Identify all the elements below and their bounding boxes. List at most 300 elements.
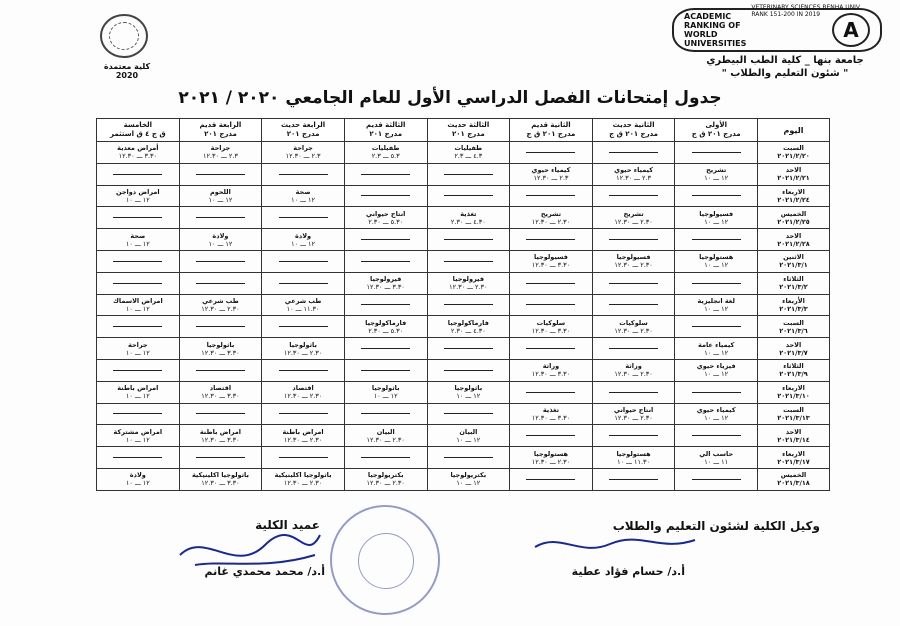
exam-cell bbox=[344, 316, 427, 338]
empty-slot-line bbox=[196, 413, 245, 414]
table-row bbox=[97, 381, 830, 403]
empty-slot-line bbox=[692, 239, 741, 240]
exam-time: ٢.٣ ـــ ١٢.٣٠ bbox=[202, 152, 238, 161]
empty-slot-line bbox=[279, 217, 328, 218]
exam-cell bbox=[427, 338, 510, 360]
day-cell bbox=[758, 185, 830, 207]
exam-time: ١٢ ـــ ١٠ bbox=[704, 413, 729, 422]
exam-cell bbox=[427, 163, 510, 185]
exam-cell bbox=[510, 425, 593, 447]
empty-slot-line bbox=[444, 370, 493, 371]
column-header-hall: مدرج ٢٠١ bbox=[204, 130, 237, 138]
exam-subject: باثولوجيا bbox=[206, 340, 235, 349]
exam-cell bbox=[675, 250, 758, 272]
exam-subject: فسيولوجيا bbox=[699, 209, 734, 218]
exam-cell bbox=[97, 207, 180, 229]
day-date: ٢٠٢١/٢/٢٠ bbox=[777, 152, 810, 161]
exam-cell bbox=[592, 207, 675, 229]
exam-cell bbox=[427, 207, 510, 229]
exam-time: ٢.٣ ـــ ١٢.٣٠ bbox=[285, 152, 321, 161]
exam-cell bbox=[179, 294, 262, 316]
exam-time: ١٢ ـــ ١٠ bbox=[704, 174, 729, 183]
table-header-row bbox=[97, 119, 830, 142]
exam-subject: وراثة bbox=[625, 362, 642, 371]
empty-slot-line bbox=[692, 195, 741, 196]
exam-time: ١٢ ـــ ١٠ bbox=[456, 392, 481, 401]
empty-slot-line bbox=[113, 174, 162, 175]
exam-subject: صحة bbox=[130, 231, 146, 240]
exam-subject: امراض مشتركة bbox=[113, 427, 163, 436]
exam-subject: طب شرعي bbox=[284, 296, 322, 305]
empty-slot-line bbox=[526, 239, 575, 240]
exam-subject: امراض باطنة bbox=[117, 384, 159, 393]
exam-subject: البيان bbox=[459, 427, 478, 436]
exam-time: ٤.٣ ـــ ٢.٣ bbox=[454, 152, 483, 161]
column-header-hall: ق ج ٤ ق استثمر bbox=[109, 130, 166, 138]
day-cell bbox=[758, 468, 830, 490]
office-name: " شئون التعليم والطلاب " bbox=[721, 68, 849, 79]
column-header-name: الثانية قديم bbox=[531, 121, 571, 129]
exam-cell bbox=[675, 447, 758, 469]
table-row bbox=[97, 359, 830, 381]
column-header-name: الخامسة bbox=[123, 121, 153, 129]
exam-cell bbox=[262, 185, 345, 207]
exam-cell bbox=[344, 229, 427, 251]
column-header-name: الثالثة قديم bbox=[365, 121, 406, 129]
exam-subject: بكتريولوجيا bbox=[367, 471, 404, 480]
exam-subject: فيرولوجيا bbox=[452, 275, 484, 284]
exam-cell bbox=[97, 294, 180, 316]
day-date: ٢٠٢١/٣/٣ bbox=[779, 304, 808, 313]
day-date: ٢٠٢١/٣/٩ bbox=[779, 370, 808, 379]
exam-cell bbox=[97, 425, 180, 447]
empty-slot-line bbox=[196, 326, 245, 327]
exam-cell bbox=[179, 250, 262, 272]
exam-time: ٢.٣٠ ـــ ١٢.٣٠ bbox=[283, 435, 323, 444]
table-row bbox=[97, 338, 830, 360]
exam-subject: فسيولوجيا bbox=[616, 253, 651, 262]
exam-cell bbox=[97, 403, 180, 425]
exam-cell bbox=[179, 403, 262, 425]
empty-slot-line bbox=[609, 479, 658, 480]
faculty-seal-icon bbox=[100, 14, 148, 58]
exam-cell bbox=[510, 447, 593, 469]
exam-cell bbox=[510, 381, 593, 403]
empty-slot-line bbox=[196, 283, 245, 284]
day-cell bbox=[758, 381, 830, 403]
day-cell bbox=[758, 272, 830, 294]
column-header-year bbox=[510, 119, 593, 142]
empty-slot-line bbox=[526, 479, 575, 480]
exam-cell bbox=[262, 207, 345, 229]
exam-cell bbox=[179, 185, 262, 207]
exam-subject: كيمياء حيوي bbox=[696, 405, 736, 414]
vice-dean-signature bbox=[530, 532, 700, 562]
exam-cell bbox=[97, 338, 180, 360]
exam-cell bbox=[179, 229, 262, 251]
exam-cell bbox=[592, 468, 675, 490]
exam-cell bbox=[427, 468, 510, 490]
accredited-label: كلية معتمدة 2020 bbox=[103, 62, 151, 80]
exam-cell bbox=[262, 359, 345, 381]
exam-time: ١٢ ـــ ١٠ bbox=[704, 261, 729, 270]
exam-cell bbox=[510, 142, 593, 164]
empty-slot-line bbox=[361, 348, 410, 349]
exam-cell bbox=[97, 250, 180, 272]
empty-slot-line bbox=[692, 435, 741, 436]
column-header-year bbox=[675, 119, 758, 142]
exam-cell bbox=[97, 272, 180, 294]
day-date: ٢٠٢١/٢/٢٤ bbox=[777, 195, 810, 204]
empty-slot-line bbox=[692, 152, 741, 153]
exam-time: ٢.٣٠ ـــ ١٢.٣٠ bbox=[531, 217, 571, 226]
exam-cell bbox=[510, 338, 593, 360]
column-header-name: الثانية حديث bbox=[612, 121, 655, 129]
exam-subject: هستولوجيا bbox=[533, 449, 569, 458]
column-header-hall: مدرج ٢٠١ bbox=[451, 130, 485, 138]
exam-cell bbox=[592, 142, 675, 164]
exam-cell bbox=[262, 447, 345, 469]
exam-subject: سلوكيات bbox=[619, 318, 648, 327]
exam-subject: طفيليات bbox=[371, 144, 400, 153]
exam-cell bbox=[675, 381, 758, 403]
empty-slot-line bbox=[526, 304, 575, 305]
exam-subject: اقتصاد bbox=[292, 384, 314, 393]
exam-subject: جراحة bbox=[128, 340, 148, 349]
exam-time: ٣.٣٠ ـــ ١٢.٣٠ bbox=[201, 479, 240, 488]
empty-slot-line bbox=[444, 457, 493, 458]
exam-cell bbox=[510, 185, 593, 207]
exam-cell bbox=[179, 425, 262, 447]
exam-time: ١٢ ـــ ١٠ bbox=[456, 435, 481, 444]
empty-slot-line bbox=[279, 413, 328, 414]
empty-slot-line bbox=[692, 283, 741, 284]
exam-subject: انتاج حيواني bbox=[366, 209, 406, 218]
exam-cell bbox=[427, 142, 510, 164]
empty-slot-line bbox=[692, 392, 741, 393]
empty-slot-line bbox=[113, 261, 162, 262]
day-name: الثلاثاء bbox=[783, 362, 804, 371]
exam-cell bbox=[675, 468, 758, 490]
exam-time: ٣.٣٠ ـــ ١٢.٣٠ bbox=[201, 435, 240, 444]
column-header-hall: مدرج ٢٠١ ق ج bbox=[691, 130, 741, 138]
exam-cell bbox=[592, 185, 675, 207]
exam-time: ١١.٣٠ ـــ ١٠ bbox=[617, 457, 650, 466]
exam-cell bbox=[592, 229, 675, 251]
exam-cell bbox=[427, 294, 510, 316]
exam-cell bbox=[179, 163, 262, 185]
exam-subject: امراض الاسماك bbox=[112, 296, 163, 305]
day-name: الخميس bbox=[780, 471, 807, 480]
empty-slot-line bbox=[609, 152, 658, 153]
exam-time: ٣.٣٠ ـــ ١٢.٣٠ bbox=[201, 348, 240, 357]
column-header-year bbox=[344, 119, 427, 142]
exam-subject: ولادة bbox=[295, 231, 312, 240]
exam-time: ٢.٣٠ ـــ ١٢.٣٠ bbox=[531, 457, 571, 466]
empty-slot-line bbox=[444, 304, 493, 305]
exam-cell bbox=[179, 338, 262, 360]
empty-slot-line bbox=[279, 457, 328, 458]
empty-slot-line bbox=[444, 195, 493, 196]
exam-subject: امراض باطنة bbox=[282, 427, 324, 436]
empty-slot-line bbox=[609, 348, 658, 349]
exam-cell bbox=[675, 142, 758, 164]
day-date: ٢٠٢١/٣/٦ bbox=[779, 326, 808, 335]
exam-time: ٢.٣٠ ـــ ١٢.٣٠ bbox=[614, 370, 653, 379]
exam-time: ٢.٣ ـــ ١٢.٣٠ bbox=[616, 174, 652, 183]
rank-line-3: WORLD bbox=[684, 30, 718, 39]
exam-cell bbox=[262, 468, 345, 490]
exam-subject: فيزياء حيوي bbox=[696, 362, 736, 371]
empty-slot-line bbox=[113, 326, 162, 327]
table-row bbox=[97, 207, 830, 229]
empty-slot-line bbox=[279, 174, 328, 175]
column-header-name: الرابعة قديم bbox=[199, 121, 242, 129]
day-name: الاحد bbox=[785, 427, 802, 436]
empty-slot-line bbox=[526, 195, 575, 196]
empty-slot-line bbox=[113, 413, 162, 414]
empty-slot-line bbox=[526, 152, 575, 153]
column-header-name: الرابعة حديث bbox=[280, 121, 326, 129]
exam-time: ٣.٣٠ ـــ ١٢.٣٠ bbox=[366, 283, 405, 292]
exam-subject: فارماكولوجيا bbox=[365, 318, 407, 327]
ranking-a-icon: A bbox=[832, 13, 870, 47]
day-name: الاربعاء bbox=[782, 187, 805, 196]
exam-subject: فيرولوجيا bbox=[370, 275, 402, 284]
empty-slot-line bbox=[361, 174, 410, 175]
empty-slot-line bbox=[196, 174, 245, 175]
exam-subject: طب شرعي bbox=[202, 296, 239, 305]
empty-slot-line bbox=[279, 326, 328, 327]
exam-subject: ولادة bbox=[129, 471, 146, 480]
exam-time: ١٢ ـــ ١٠ bbox=[704, 217, 729, 226]
exam-cell bbox=[510, 468, 593, 490]
exam-cell bbox=[97, 229, 180, 251]
exam-cell bbox=[675, 207, 758, 229]
exam-cell bbox=[262, 272, 345, 294]
exam-time: ١٢ ـــ ١٠ bbox=[125, 392, 150, 401]
exam-subject: كيمياء حيوي bbox=[614, 166, 653, 175]
exam-subject: جراحة bbox=[210, 144, 231, 153]
empty-slot-line bbox=[361, 239, 410, 240]
exam-time: ٢.٣٠ ـــ ١٢.٣٠ bbox=[614, 217, 653, 226]
exam-cell bbox=[344, 207, 427, 229]
exam-subject: اللحوم bbox=[210, 187, 231, 196]
exam-cell bbox=[592, 359, 675, 381]
exam-cell bbox=[344, 250, 427, 272]
exam-time: ١٢ ـــ ١٠ bbox=[125, 435, 150, 444]
exam-cell bbox=[344, 294, 427, 316]
exam-cell bbox=[510, 294, 593, 316]
exam-cell bbox=[427, 250, 510, 272]
exam-time: ٢.٣ ـــ ١٢.٣٠ bbox=[533, 174, 569, 183]
exam-time: ١٢ ـــ ١٠ bbox=[291, 239, 315, 248]
exam-cell bbox=[427, 381, 510, 403]
exam-time: ٤.٣٠ ـــ ٢.٣٠ bbox=[450, 217, 486, 226]
exam-subject: امراض باطنة bbox=[199, 427, 241, 436]
exam-cell bbox=[592, 272, 675, 294]
column-header-hall: مدرج ٢٠١ ق ج bbox=[609, 130, 659, 138]
exam-time: ١٢ ـــ ١٠ bbox=[704, 348, 729, 357]
table-row bbox=[97, 316, 830, 338]
exam-cell bbox=[592, 163, 675, 185]
empty-slot-line bbox=[609, 195, 658, 196]
table-row bbox=[97, 272, 830, 294]
day-cell bbox=[758, 142, 830, 164]
exam-time: ٢.٣٠ ـــ ١٢.٣٠ bbox=[614, 261, 653, 270]
day-cell bbox=[758, 229, 830, 251]
exam-time: ٢.٣٠ ـــ ١٢.٣٠ bbox=[449, 283, 488, 292]
faculty-name: جامعة بنها _ كلية الطب البيطري bbox=[706, 55, 864, 66]
exam-cell bbox=[344, 142, 427, 164]
exam-cell bbox=[675, 229, 758, 251]
day-cell bbox=[758, 163, 830, 185]
exam-time: ٢.٣٠ ـــ ١٢.٣٠ bbox=[283, 479, 323, 488]
faculty-header bbox=[700, 54, 870, 80]
exam-subject: تغذية bbox=[542, 405, 560, 414]
exam-cell bbox=[510, 250, 593, 272]
table-row bbox=[97, 229, 830, 251]
exam-cell bbox=[344, 163, 427, 185]
exam-subject: ولادة bbox=[212, 231, 229, 240]
exam-time: ٣.٣٠ ـــ ١٢.٣٠ bbox=[531, 413, 571, 422]
exam-cell bbox=[675, 359, 758, 381]
exam-cell bbox=[262, 403, 345, 425]
table-row bbox=[97, 185, 830, 207]
day-date: ٢٠٢١/٣/٢ bbox=[779, 283, 808, 292]
uni-line-2: RANK 151-200 IN 2019 bbox=[751, 11, 821, 18]
column-header-name: الأولى bbox=[705, 121, 728, 129]
uni-line-1: VETERINARY SCIENCES BENHA UNIV bbox=[751, 4, 860, 11]
day-date: ٢٠٢١/٣/١٧ bbox=[777, 457, 810, 466]
exam-cell bbox=[344, 468, 427, 490]
exam-subject: هستولوجيا bbox=[699, 253, 734, 262]
day-name: السبت bbox=[783, 144, 804, 153]
dean-name: أ.د/ محمد محمدي غانم bbox=[204, 565, 325, 578]
exam-cell bbox=[344, 272, 427, 294]
exam-cell bbox=[427, 425, 510, 447]
column-header-year bbox=[427, 119, 510, 142]
day-cell bbox=[758, 359, 830, 381]
column-header-hall: مدرج ٢٠١ ق ج bbox=[526, 130, 576, 138]
exam-time: ٢.٣٠ ـــ ١٢.٣٠ bbox=[366, 435, 405, 444]
empty-slot-line bbox=[609, 283, 658, 284]
exam-subject: باثولوجيا اكلينيكية bbox=[191, 471, 249, 480]
exam-time: ١٢ ـــ ١٠ bbox=[125, 195, 150, 204]
exam-subject: صحة bbox=[295, 187, 311, 196]
exam-cell bbox=[344, 359, 427, 381]
exam-cell bbox=[510, 229, 593, 251]
day-name: الاحد bbox=[785, 166, 802, 175]
empty-slot-line bbox=[279, 370, 328, 371]
exam-cell bbox=[344, 425, 427, 447]
empty-slot-line bbox=[279, 283, 328, 284]
empty-slot-line bbox=[113, 370, 162, 371]
university-rank-caption bbox=[751, 4, 860, 18]
page-title: جدول إمتحانات الفصل الدراسي الأول للعام الجامعي ٢٠٢٠ / ٢٠٢١ bbox=[178, 88, 722, 108]
exam-cell bbox=[179, 447, 262, 469]
empty-slot-line bbox=[361, 413, 410, 414]
exam-time: ١٢ ـــ ١٠ bbox=[125, 348, 150, 357]
exam-subject: وراثة bbox=[542, 362, 560, 371]
day-date: ٢٠٢١/٣/١٠ bbox=[777, 392, 810, 401]
day-name: الاربعاء bbox=[782, 384, 805, 393]
exam-cell bbox=[592, 294, 675, 316]
exam-subject: جراحة bbox=[293, 144, 313, 153]
exam-subject: انتاج حيواني bbox=[613, 405, 654, 414]
exam-subject: تشريح bbox=[623, 209, 644, 218]
exam-cell bbox=[179, 142, 262, 164]
exam-subject: كيمياء عامة bbox=[698, 340, 735, 349]
exam-time: ١٢ ـــ ١٠ bbox=[125, 479, 150, 488]
day-cell bbox=[758, 316, 830, 338]
exam-cell bbox=[262, 316, 345, 338]
exam-time: ٣.٣٠ ـــ ١٢.٣٠ bbox=[531, 326, 571, 335]
table-row bbox=[97, 403, 830, 425]
exam-subject: فسيولوجيا bbox=[533, 253, 568, 262]
day-cell bbox=[758, 338, 830, 360]
empty-slot-line bbox=[526, 392, 575, 393]
rank-line-4: UNIVERSITIES bbox=[684, 39, 747, 48]
exam-cell bbox=[262, 425, 345, 447]
exam-cell bbox=[675, 185, 758, 207]
exam-cell bbox=[97, 316, 180, 338]
exam-subject: امراض دواجن bbox=[115, 187, 160, 196]
empty-slot-line bbox=[361, 370, 410, 371]
empty-slot-line bbox=[609, 435, 658, 436]
column-header-hall: مدرج ٢٠١ bbox=[369, 130, 403, 138]
day-name: الاحد bbox=[785, 340, 802, 349]
empty-slot-line bbox=[361, 261, 410, 262]
exam-time: ١١.٣٠ ـــ ١٠ bbox=[286, 304, 320, 313]
dean-title: عميد الكلية bbox=[255, 518, 320, 532]
empty-slot-line bbox=[609, 239, 658, 240]
day-cell bbox=[758, 207, 830, 229]
table-row bbox=[97, 250, 830, 272]
day-cell bbox=[758, 403, 830, 425]
day-date: ٢٠٢١/٣/٧ bbox=[779, 348, 808, 357]
table-body bbox=[97, 142, 830, 491]
empty-slot-line bbox=[361, 304, 410, 305]
empty-slot-line bbox=[196, 457, 245, 458]
day-date: ٢٠٢١/٢/٢٥ bbox=[777, 217, 810, 226]
exam-time: ٢.٣٠ ـــ ١٢.٣٠ bbox=[614, 413, 653, 422]
exam-cell bbox=[427, 229, 510, 251]
exam-cell bbox=[262, 338, 345, 360]
exam-schedule-table bbox=[96, 118, 830, 491]
empty-slot-line bbox=[444, 348, 493, 349]
exam-subject: باثولوجيا bbox=[289, 340, 317, 349]
exam-cell bbox=[97, 447, 180, 469]
column-header-year bbox=[592, 119, 675, 142]
exam-subject: هستولوجيا bbox=[616, 449, 651, 458]
table-row bbox=[97, 468, 830, 490]
exam-time: ١٢ ـــ ١٠ bbox=[704, 370, 729, 379]
exam-time: ٥.٣٠ ـــ ٢.٣٠ bbox=[368, 326, 404, 335]
exam-subject: باثولوجيا اكلينيكية bbox=[274, 471, 332, 480]
exam-subject: سلوكيات bbox=[536, 318, 566, 327]
column-header-day bbox=[758, 119, 830, 142]
exam-cell bbox=[179, 316, 262, 338]
exam-subject: فارماكولوجيا bbox=[447, 318, 489, 327]
empty-slot-line bbox=[526, 435, 575, 436]
exam-time: ١٢ ـــ ١٠ bbox=[125, 239, 150, 248]
exam-cell bbox=[675, 272, 758, 294]
day-date: ٢٠٢١/٢/٢١ bbox=[777, 174, 810, 183]
exam-time: ١٢ ـــ ١٠ bbox=[125, 304, 150, 313]
exam-subject: كيمياء حيوي bbox=[531, 166, 571, 175]
day-date: ٢٠٢١/٣/١ bbox=[779, 261, 808, 270]
